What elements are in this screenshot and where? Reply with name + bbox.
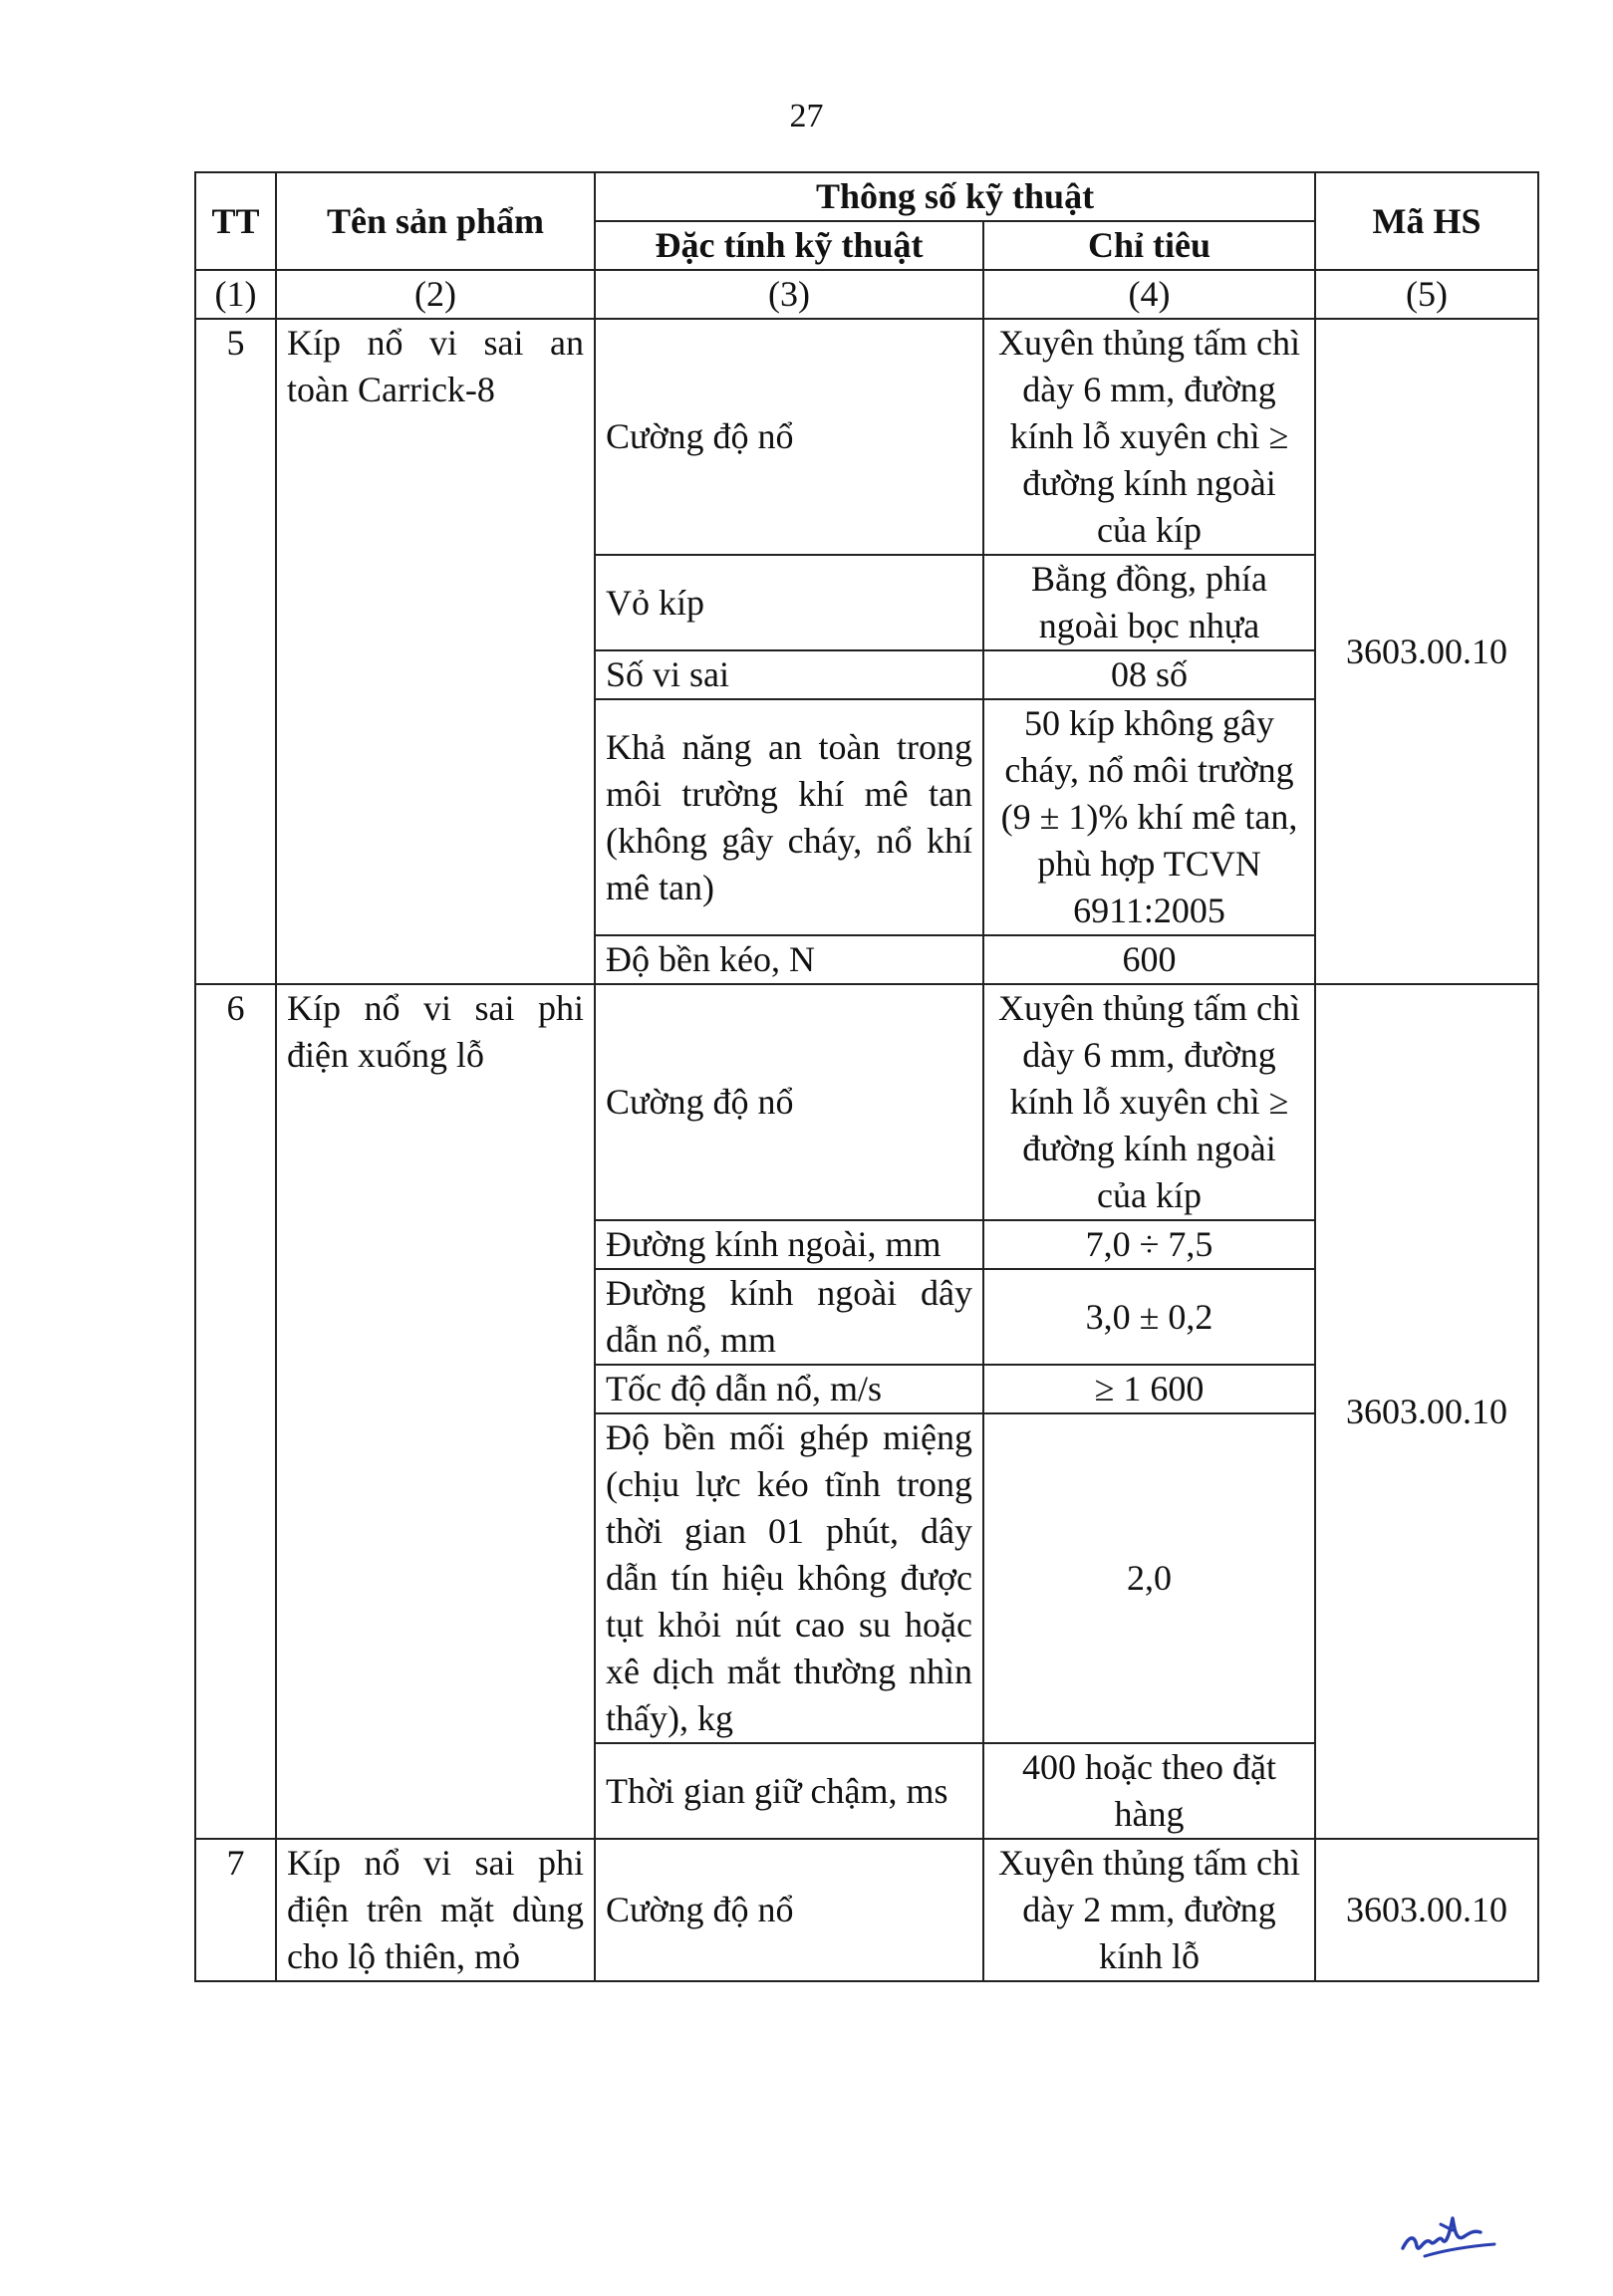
spec-target: Xuyên thủng tấm chì dày 2 mm, đường kính lỗ — [983, 1839, 1315, 1981]
col-number-5: (5) — [1315, 270, 1538, 319]
col-number-3: (3) — [595, 270, 983, 319]
spec-target: 50 kíp không gây cháy, nổ môi trường (9 ± 1)% khí mê tan, phù hợp TCVN 6911:2005 — [983, 699, 1315, 935]
product-name: Kíp nổ vi sai an toàn Carrick-8 — [276, 319, 595, 984]
spec-characteristic: Cường độ nổ — [595, 984, 983, 1220]
header-row-1 — [195, 172, 1538, 221]
spec-characteristic: Cường độ nổ — [595, 319, 983, 555]
header-hs-code: Mã HS — [1315, 172, 1538, 270]
header-specs: Thông số kỹ thuật — [595, 172, 1315, 221]
col-number-4: (4) — [983, 270, 1315, 319]
col-number-2: (2) — [276, 270, 595, 319]
spec-target: 2,0 — [983, 1413, 1315, 1743]
spec-target: 3,0 ± 0,2 — [983, 1269, 1315, 1365]
hs-code: 3603.00.10 — [1315, 1839, 1538, 1981]
header-tt: TT — [195, 172, 276, 270]
spec-target: Xuyên thủng tấm chì dày 6 mm, đường kính lỗ xuyên chì ≥ đường kính ngoài của kíp — [983, 984, 1315, 1220]
spec-characteristic: Vỏ kíp — [595, 555, 983, 650]
header-characteristic: Đặc tính kỹ thuật — [595, 221, 983, 270]
spec-characteristic: Tốc độ dẫn nổ, m/s — [595, 1365, 983, 1413]
spec-characteristic: Độ bền mối ghép miệng (chịu lực kéo tĩnh trong thời gian 01 phút, dây dẫn tín hiệu không được tụt khỏi nút cao su hoặc xê dịch mắt thường nhìn thấy), kg — [595, 1413, 983, 1743]
product-tt: 6 — [195, 984, 276, 1839]
spec-table — [194, 171, 1539, 1982]
spec-characteristic: Cường độ nổ — [595, 1839, 983, 1981]
spec-characteristic: Độ bền kéo, N — [595, 935, 983, 984]
spec-target: 600 — [983, 935, 1315, 984]
spec-target: Xuyên thủng tấm chì dày 6 mm, đường kính lỗ xuyên chì ≥ đường kính ngoài của kíp — [983, 319, 1315, 555]
col-number-1: (1) — [195, 270, 276, 319]
product-name: Kíp nổ vi sai phi điện trên mặt dùng cho lộ thiên, mỏ — [276, 1839, 595, 1981]
header-target: Chỉ tiêu — [983, 221, 1315, 270]
hs-code: 3603.00.10 — [1315, 319, 1538, 984]
table-row — [195, 319, 1538, 555]
product-tt: 7 — [195, 1839, 276, 1981]
spec-target: 08 số — [983, 650, 1315, 699]
page-number: 27 — [789, 98, 824, 134]
spec-target: ≥ 1 600 — [983, 1365, 1315, 1413]
spec-target: Bằng đồng, phía ngoài bọc nhựa — [983, 555, 1315, 650]
spec-target: 7,0 ÷ 7,5 — [983, 1220, 1315, 1269]
signature-initials — [1395, 2206, 1504, 2266]
product-tt: 5 — [195, 319, 276, 984]
spec-characteristic: Đường kính ngoài, mm — [595, 1220, 983, 1269]
header-product-name: Tên sản phẩm — [276, 172, 595, 270]
spec-characteristic: Số vi sai — [595, 650, 983, 699]
spec-characteristic: Đường kính ngoài dây dẫn nổ, mm — [595, 1269, 983, 1365]
table-row — [195, 984, 1538, 1220]
spec-characteristic: Thời gian giữ chậm, ms — [595, 1743, 983, 1839]
spec-target: 400 hoặc theo đặt hàng — [983, 1743, 1315, 1839]
hs-code: 3603.00.10 — [1315, 984, 1538, 1839]
column-number-row — [195, 270, 1538, 319]
product-name: Kíp nổ vi sai phi điện xuống lỗ — [276, 984, 595, 1839]
spec-characteristic: Khả năng an toàn trong môi trường khí mê tan (không gây cháy, nổ khí mê tan) — [595, 699, 983, 935]
table-row — [195, 1839, 1538, 1981]
